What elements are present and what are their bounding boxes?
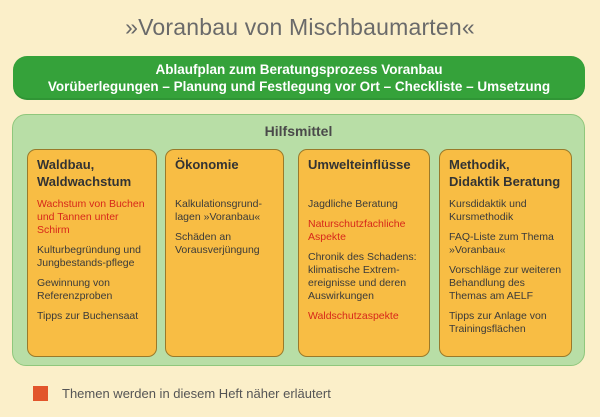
list-item: FAQ-Liste zum Thema »Voranbau«: [449, 231, 554, 256]
hilfsmittel-title: Hilfsmittel: [264, 123, 333, 139]
legend-text: Themen werden in diesem Heft näher erläutert: [62, 386, 331, 401]
column-waldbau: [27, 149, 157, 357]
column-oekonomie: [165, 149, 284, 357]
legend: [33, 386, 331, 401]
list-item: Naturschutzfachliche Aspekte: [308, 218, 406, 243]
list-item: Gewinnung von Referenzproben: [37, 277, 113, 302]
list-item: Kalkulationsgrund-lagen »Voranbau«: [175, 198, 262, 223]
column-heading: Ökonomie: [175, 157, 239, 172]
column-heading: Waldbau, Waldwachstum: [37, 157, 132, 189]
list-item: Kulturbegründung und Jungbestands-pflege: [37, 244, 141, 269]
list-item: Tipps zur Anlage von Trainingsflächen: [449, 310, 547, 335]
banner-line-2: Vorüberlegungen – Planung und Festlegung vor Ort – Checkliste – Umsetzung: [47, 79, 551, 94]
banner-line-1: Ablaufplan zum Beratungsprozess Voranbau: [155, 62, 443, 77]
list-item: Chronik des Schadens: klimatische Extrem-ereignisse und deren Auswirkungen: [308, 251, 417, 302]
list-item: Waldschutzaspekte: [308, 310, 399, 322]
list-item: Vorschläge zur weiteren Behandlung des Themas am AELF: [449, 264, 562, 302]
process-banner: [13, 56, 585, 100]
column-heading: Methodik, Didaktik Beratung: [449, 157, 561, 189]
list-item: Jagdliche Beratung: [308, 198, 398, 210]
hilfsmittel-panel: [12, 114, 585, 366]
legend-swatch: [33, 386, 48, 401]
column-heading: Umwelteinflüsse: [308, 157, 411, 172]
list-item: Kursdidaktik und Kursmethodik: [449, 198, 527, 223]
list-item: Tipps zur Buchensaat: [37, 310, 139, 322]
list-item: Wachstum von Buchen und Tannen unter Schirm: [37, 198, 145, 236]
page-title: »Voranbau von Mischbaumarten«: [125, 14, 475, 40]
column-methodik: [439, 149, 572, 357]
list-item: Schäden an Vorausverjüngung: [175, 231, 260, 256]
column-umwelteinfluesse: [298, 149, 430, 357]
